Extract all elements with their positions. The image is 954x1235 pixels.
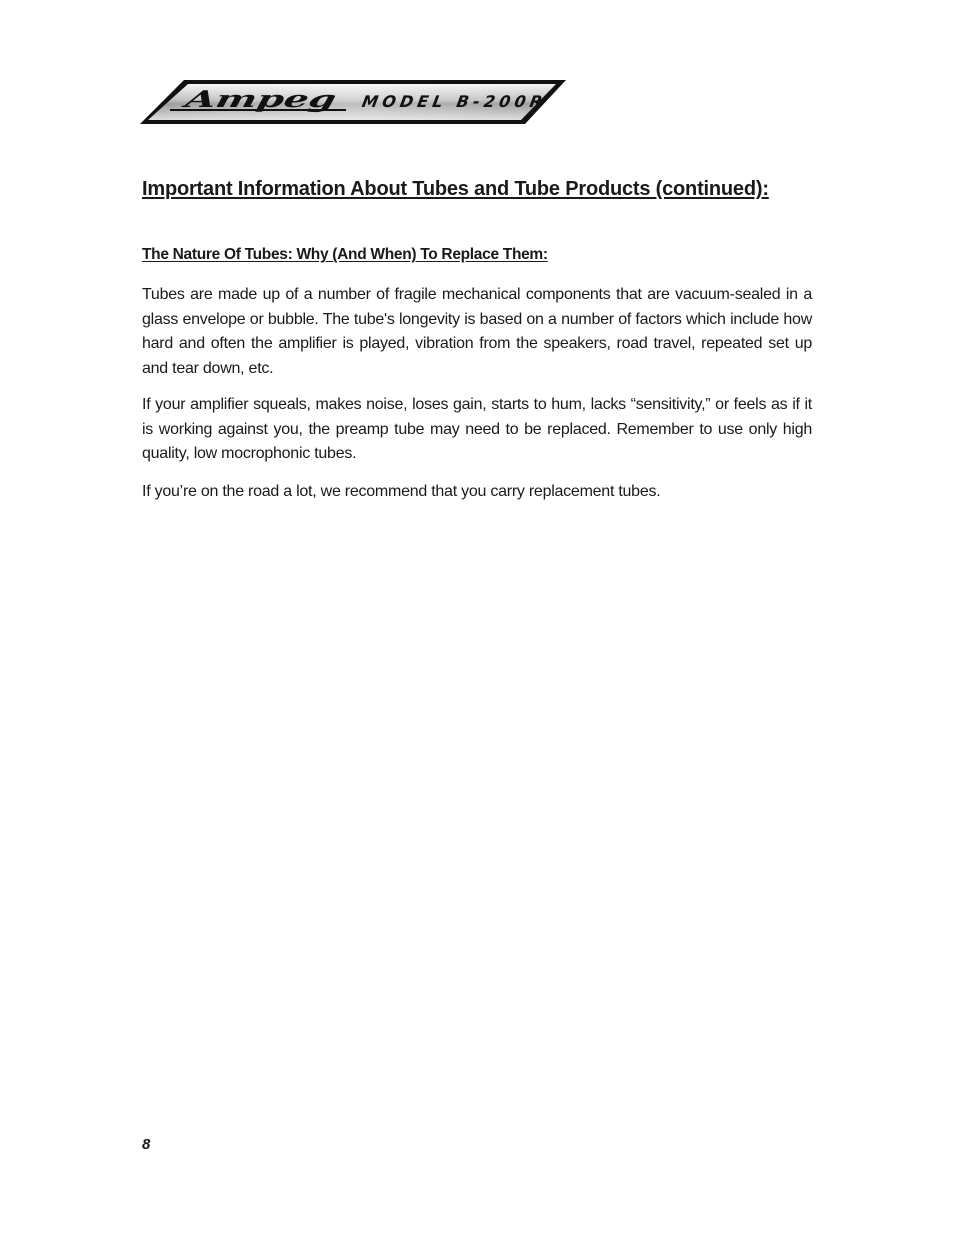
paragraph-replacement-signs: If your amplifier squeals, makes noise, loses gain, starts to hum, lacks “sensitivity,” or feels as if it is working against you, the preamp tube may need to be replaced. Remember to use only high quality, low mocrophonic tubes. <box>142 396 812 462</box>
ampeg-model-banner <box>140 80 566 124</box>
page-title: Important Information About Tubes and Tube Products (continued): <box>142 178 769 200</box>
banner-graphic <box>140 80 566 124</box>
section-subtitle: The Nature Of Tubes: Why (And When) To Replace Them: <box>142 246 548 263</box>
page-number: 8 <box>142 1136 151 1153</box>
paragraph-tube-components: Tubes are made up of a number of fragile mechanical components that are vacuum-sealed in a glass envelope or bubble. The tube's longevity is based on a number of factors which include how hard and often the amplifier is played, vibration from the speakers, road travel, repeated set up and tear down, etc. <box>142 286 812 377</box>
brand-logo-text: Ampeg <box>182 86 278 113</box>
paragraph-carry-spares: If you’re on the road a lot, we recommend that you carry replacement tubes. <box>142 483 661 500</box>
model-label: MODEL B-200R <box>360 92 544 111</box>
